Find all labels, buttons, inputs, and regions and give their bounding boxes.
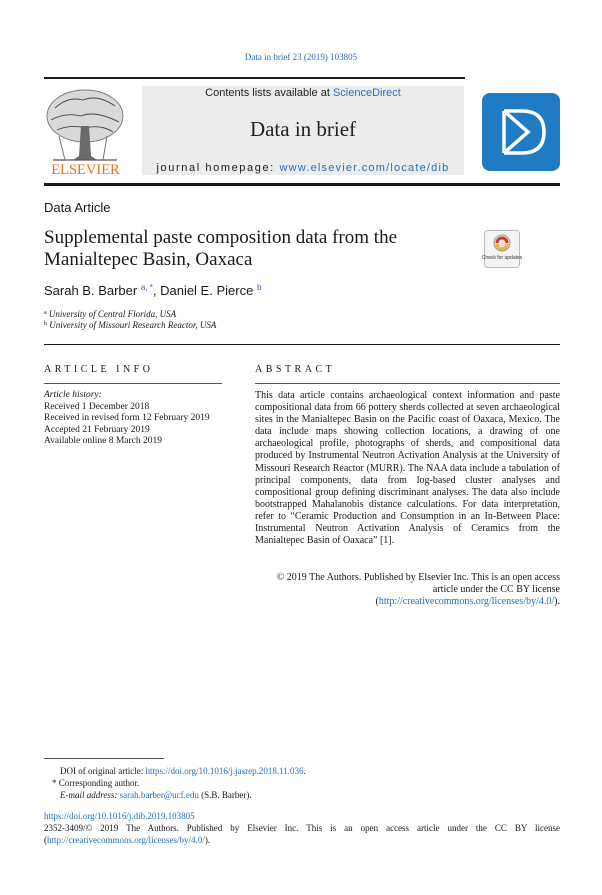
- elsevier-tree-logo-icon: [43, 86, 128, 178]
- homepage-prefix: journal homepage:: [156, 162, 280, 174]
- history-label: Article history:: [44, 390, 102, 400]
- author-affiliation-mark[interactable]: b: [256, 283, 262, 292]
- journal-reference[interactable]: Data in brief 23 (2019) 103805: [244, 52, 358, 62]
- check-for-updates-icon: [481, 230, 523, 268]
- check-updates-text: Check for updates: [481, 255, 523, 261]
- history-online: Available online 8 March 2019: [44, 436, 163, 446]
- abstract-body: This data article contains archaeological context information and paste compositional data from 66 pottery sherds collected at seven archaeological sites in the Manialtepec Basin on the Pacific coast of Oaxaca, Mexico. The data include maps showing collection locations, a drawing of one archaeological profile, photographs of sherds, and compositional data produced by Instrumental Neutron Activation Analysis at the University of Missouri Research Reactor (MURR). The NAA data include a tabulation of principal components, data from log-based cluster analyses and compositional group defining discriminant analyses. The data also include bootstrapped Mahalanobis distance calculations. For data interpretation, refer to “Ceramic Production and Consumption in an In-Between Place: Instrumental Neutron Activation Analysis of Ceramics from the Manialtepec Basin of Oaxaca” [1].: [255, 390, 560, 547]
- affiliation-mark: b: [44, 321, 47, 327]
- history-revised: Received in revised form 12 February 2019: [44, 413, 210, 423]
- affiliation: [44, 309, 176, 319]
- header-rule-bottom: [44, 183, 560, 186]
- affiliation-mark: a: [44, 310, 47, 316]
- article-title: Supplemental paste composition data from the Manialtepec Basin, Oaxaca: [44, 227, 398, 270]
- author-name[interactable]: Daniel E. Pierce: [160, 283, 254, 298]
- author-affiliation-mark[interactable]: a, *: [140, 283, 153, 292]
- section-rule: [44, 344, 560, 345]
- sciencedirect-link[interactable]: ScienceDirect: [332, 87, 401, 99]
- article-info-rule: [44, 383, 222, 384]
- email-label: E-mail address:: [60, 790, 120, 800]
- footnote-rule: [44, 758, 164, 759]
- original-doi-link[interactable]: https://doi.org/10.1016/j.jasrep.2018.11.036: [145, 766, 304, 776]
- email-suffix: (S.B. Barber).: [198, 790, 252, 800]
- homepage-line: [142, 162, 464, 174]
- affiliation-text: University of Missouri Research Reactor, USA: [49, 320, 217, 330]
- article-doi-link[interactable]: https://doi.org/10.1016/j.dib.2019.103805: [44, 811, 195, 821]
- contents-line: [142, 87, 464, 99]
- email-note: [60, 789, 252, 801]
- corresponding-author-note: * Corresponding author.: [52, 778, 140, 788]
- author-separator: ,: [152, 283, 161, 298]
- elsevier-wordmark: ELSEVIER: [51, 162, 120, 178]
- footer-license-link[interactable]: http://creativecommons.org/licenses/by/4.0/: [47, 835, 205, 845]
- author-list: [44, 283, 261, 298]
- issn-end: ).: [204, 835, 211, 845]
- journal-name: Data in brief: [249, 117, 357, 141]
- original-doi-note: [60, 765, 306, 777]
- header-rule-top: [44, 77, 465, 79]
- history-received: Received 1 December 2018: [44, 401, 150, 412]
- affiliation: [44, 320, 216, 330]
- article-history: [44, 390, 229, 448]
- article-info-heading: ARTICLE INFO: [44, 364, 154, 375]
- homepage-url-link[interactable]: www.elsevier.com/locate/dib: [279, 162, 450, 174]
- issn-text: 2352-3409/© 2019 The Authors. Published by Elsevier Inc. This is an open access article under the CC BY license (: [44, 823, 560, 845]
- data-in-brief-cover-icon: [482, 93, 560, 171]
- contents-prefix: Contents lists available at: [205, 87, 333, 99]
- abstract-heading: ABSTRACT: [255, 364, 336, 375]
- author-name[interactable]: Sarah B. Barber: [44, 283, 138, 298]
- doi-label: DOI of original article:: [60, 766, 146, 776]
- copyright-notice: [255, 572, 560, 608]
- issn-license-note: [44, 822, 560, 846]
- check-for-updates-button[interactable]: [481, 230, 523, 268]
- doi-end: .: [303, 766, 306, 776]
- affiliation-text: University of Central Florida, USA: [48, 309, 177, 319]
- license-link[interactable]: http://creativecommons.org/licenses/by/4.0/: [378, 596, 555, 608]
- copyright-text: © 2019 The Authors. Published by Elsevier Inc. This is an open access article under the CC BY license (: [276, 572, 560, 608]
- email-link[interactable]: sarah.barber@ucf.edu: [119, 790, 199, 800]
- article-type: Data Article: [44, 200, 111, 215]
- history-accepted: Accepted 21 February 2019: [44, 424, 150, 435]
- copyright-end: ).: [554, 596, 560, 608]
- abstract-rule: [255, 383, 560, 384]
